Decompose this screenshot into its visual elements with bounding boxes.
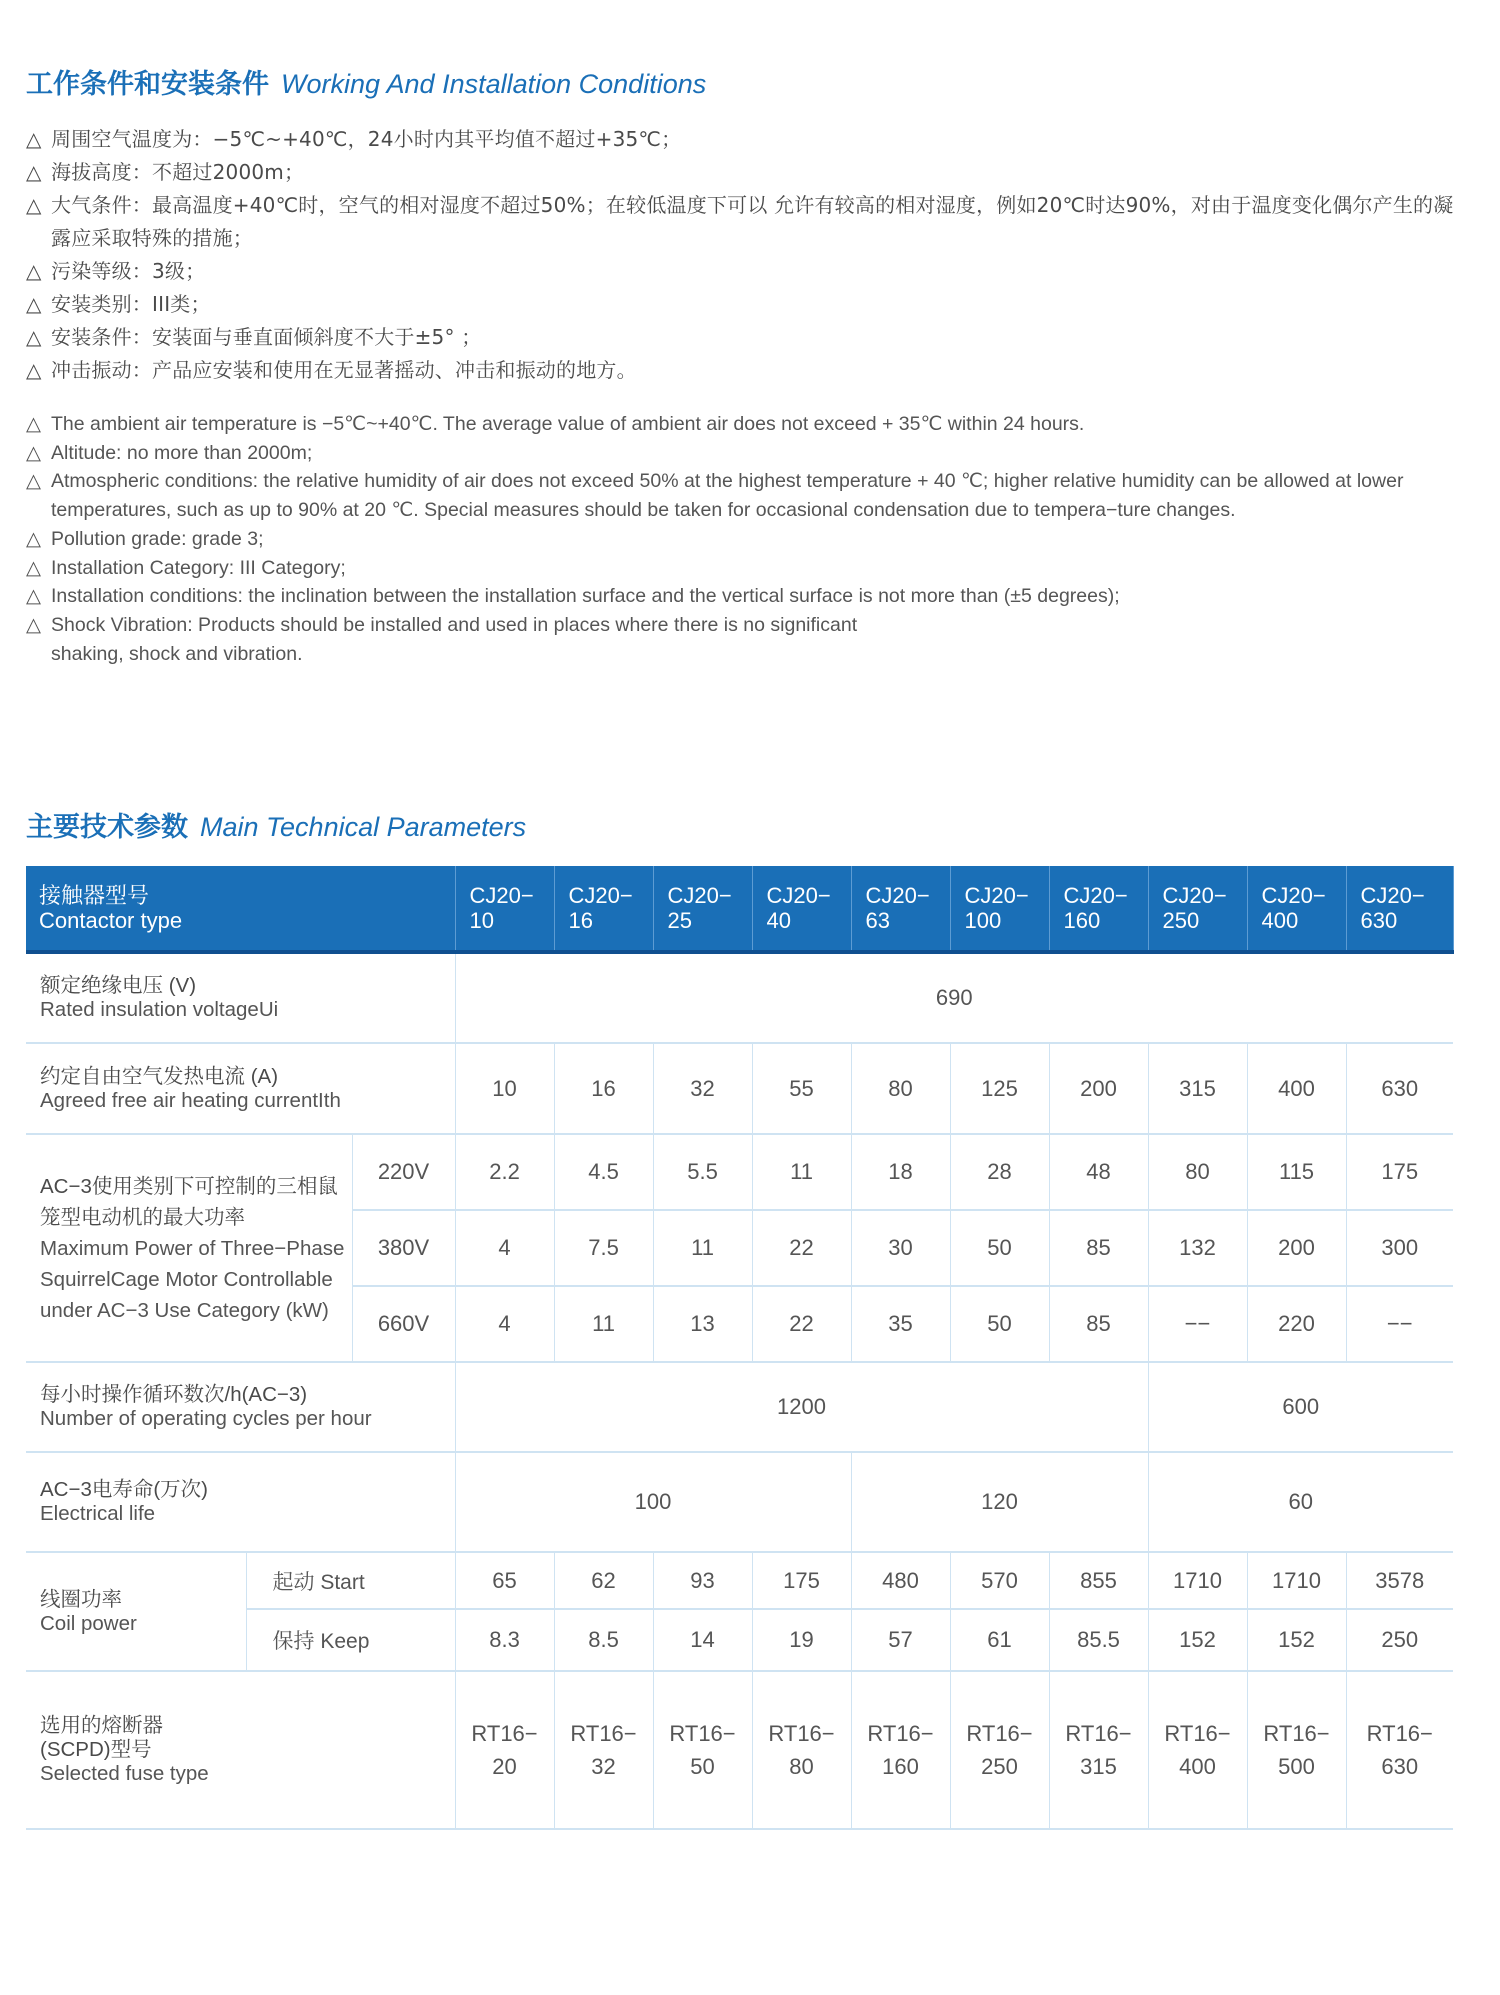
row-label: 线圈功率 Coil power [26,1552,246,1671]
condition-item-en: △ Pollution grade: grade 3; [26,525,1466,554]
table-cell: 125 [950,1043,1049,1134]
technical-parameters-title-en: Main Technical Parameters [200,812,527,842]
table-cell: 3578 [1346,1552,1453,1609]
header-model: CJ20− 40 [752,866,851,952]
triangle-icon: △ [26,527,41,550]
table-cell: 93 [653,1552,752,1609]
table-cell: 11 [554,1286,653,1362]
table-cell: 2.2 [455,1134,554,1210]
triangle-icon: △ [26,556,41,579]
condition-item-cn: △ 安装类别：III类； [26,288,1466,321]
condition-item-en: △ Atmospheric conditions: the relative humidity of air does not exceed 50% at the highest temperature + 40 ℃; higher relative humidity can be allowed at lower temperatures, such as up to 90% at 20 ℃. Special measures should be taken for occasional condensation due to tempera−ture changes. [26,467,1466,524]
condition-item-en: △ Installation conditions: the inclination between the installation surface and the vertical surface is not more than (±5 degrees); [26,582,1466,611]
table-cell: 85.5 [1049,1609,1148,1671]
table-cell: 5.5 [653,1134,752,1210]
table-cell: 60 [1148,1452,1453,1552]
table-cell: 50 [950,1286,1049,1362]
table-cell: 10 [455,1043,554,1134]
table-row-insulation [26,952,1453,1043]
table-cell: RT16− 20 [455,1671,554,1829]
table-cell: 100 [455,1452,851,1552]
table-row-electrical-life [26,1452,1453,1552]
table-cell: 315 [1148,1043,1247,1134]
table-row-fuse [26,1671,1453,1829]
triangle-icon: △ [26,193,42,217]
header-model: CJ20− 10 [455,866,554,952]
table-cell: 61 [950,1609,1049,1671]
table-cell: RT16− 160 [851,1671,950,1829]
table-cell: 300 [1346,1210,1453,1286]
header-model: CJ20− 100 [950,866,1049,952]
table-cell: 120 [851,1452,1148,1552]
triangle-icon: △ [26,358,42,382]
header-model: CJ20− 160 [1049,866,1148,952]
table-cell: 62 [554,1552,653,1609]
condition-item-en: △ The ambient air temperature is −5℃~+40℃. The average value of ambient air does not exceed + 35℃ within 24 hours. [26,410,1466,439]
header-model: CJ20− 400 [1247,866,1346,952]
condition-item-cn: △ 污染等级：3级； [26,255,1466,288]
table-cell: 8.5 [554,1609,653,1671]
table-cell: 14 [653,1609,752,1671]
row-label: AC−3使用类别下可控制的三相鼠笼型电动机的最大功率 Maximum Power of Three−Phase SquirrelCage Motor Controllable under AC−3 Use Category (kW) [26,1134,352,1362]
table-cell: 11 [653,1210,752,1286]
table-cell: 11 [752,1134,851,1210]
conditions-list-cn [26,123,1466,387]
table-row-motor-220v [26,1134,1453,1210]
condition-item-cn: △ 冲击振动：产品应安装和使用在无显著摇动、冲击和振动的地方。 [26,354,1466,387]
table-cell: 8.3 [455,1609,554,1671]
table-cell: 35 [851,1286,950,1362]
condition-item-en: △ Altitude: no more than 2000m; [26,439,1466,468]
table-cell: RT16− 400 [1148,1671,1247,1829]
table-cell: 855 [1049,1552,1148,1609]
triangle-icon: △ [26,160,42,184]
table-cell: 175 [752,1552,851,1609]
technical-parameters-title-cn: 主要技术参数 [26,812,188,843]
condition-item-cn: △ 大气条件：最高温度+40℃时，空气的相对湿度不超过50%；在较低温度下可以 允许有较高的相对湿度，例如20℃时达90%，对由于温度变化偶尔产生的凝露应采取特殊的措施； [26,189,1466,255]
triangle-icon: △ [26,259,42,283]
table-cell: −− [1346,1286,1453,1362]
voltage-cell: 660V [352,1286,455,1362]
table-cell: RT16− 250 [950,1671,1049,1829]
table-cell: 175 [1346,1134,1453,1210]
row-label: AC−3电寿命(万次) Electrical life [26,1452,455,1552]
table-cell: 480 [851,1552,950,1609]
triangle-icon: △ [26,325,42,349]
table-cell: 400 [1247,1043,1346,1134]
table-cell: 1710 [1148,1552,1247,1609]
parameters-table [26,866,1454,1830]
condition-item-cn: △ 周围空气温度为：−5℃~+40℃，24小时内其平均值不超过+35℃； [26,123,1466,156]
table-cell: 152 [1148,1609,1247,1671]
table-cell: 600 [1148,1362,1453,1452]
triangle-icon: △ [26,585,41,608]
triangle-icon: △ [26,127,42,151]
table-cell: 55 [752,1043,851,1134]
conditions-list-en [26,410,1466,668]
table-cell: 85 [1049,1210,1148,1286]
table-cell: 28 [950,1134,1049,1210]
table-cell: RT16− 315 [1049,1671,1148,1829]
row-label: 额定绝缘电压 (V) Rated insulation voltageUi [26,952,455,1043]
table-cell: RT16− 80 [752,1671,851,1829]
header-model: CJ20− 63 [851,866,950,952]
row-label: 每小时操作循环数次/h(AC−3) Number of operating cycles per hour [26,1362,455,1452]
table-cell: 19 [752,1609,851,1671]
header-contactor-type: 接触器型号 Contactor type [26,866,455,952]
table-row-heating-current [26,1043,1453,1134]
table-cell: 32 [653,1043,752,1134]
table-cell: 13 [653,1286,752,1362]
table-cell: −− [1148,1286,1247,1362]
triangle-icon: △ [26,613,41,636]
table-cell: 690 [455,952,1453,1043]
table-cell: 18 [851,1134,950,1210]
triangle-icon: △ [26,413,41,435]
condition-item-cn: △ 安装条件：安装面与垂直面倾斜度不大于±5° ； [26,321,1466,354]
table-row-coil-start [26,1552,1453,1609]
table-cell: 250 [1346,1609,1453,1671]
row-label: 约定自由空气发热电流 (A) Agreed free air heating currentIth [26,1043,455,1134]
table-cell: 152 [1247,1609,1346,1671]
header-model: CJ20− 630 [1346,866,1453,952]
condition-item-cn: △ 海拔高度：不超过2000m； [26,156,1466,189]
table-cell: 570 [950,1552,1049,1609]
table-cell: 4 [455,1286,554,1362]
table-cell: 48 [1049,1134,1148,1210]
table-cell: 200 [1049,1043,1148,1134]
table-cell: 4.5 [554,1134,653,1210]
table-cell: 85 [1049,1286,1148,1362]
condition-item-en: △ Installation Category: III Category; [26,554,1466,583]
table-cell: 22 [752,1210,851,1286]
table-cell: 4 [455,1210,554,1286]
table-cell: 132 [1148,1210,1247,1286]
table-cell: 220 [1247,1286,1346,1362]
table-cell: 200 [1247,1210,1346,1286]
voltage-cell: 220V [352,1134,455,1210]
table-cell: 16 [554,1043,653,1134]
triangle-icon: △ [26,470,41,493]
condition-item-en: △ Shock Vibration: Products should be installed and used in places where there is no significant shaking, shock and vibration. [26,611,871,668]
table-cell: 50 [950,1210,1049,1286]
table-cell: RT16− 630 [1346,1671,1453,1829]
table-cell: 1200 [455,1362,1148,1452]
sub-label-start: 起动 Start [246,1552,455,1609]
table-row-cycles [26,1362,1453,1452]
table-cell: 7.5 [554,1210,653,1286]
table-cell: 57 [851,1609,950,1671]
header-model: CJ20− 25 [653,866,752,952]
sub-label-keep: 保持 Keep [246,1609,455,1671]
table-cell: RT16− 32 [554,1671,653,1829]
table-header-row [26,866,1453,952]
header-model: CJ20− 16 [554,866,653,952]
table-cell: RT16− 500 [1247,1671,1346,1829]
table-cell: 30 [851,1210,950,1286]
row-label: 选用的熔断器 (SCPD)型号 Selected fuse type [26,1671,455,1829]
technical-parameters-title [26,810,526,845]
table-cell: 115 [1247,1134,1346,1210]
working-conditions-title-cn: 工作条件和安装条件 [26,69,269,100]
triangle-icon: △ [26,441,41,464]
working-conditions-title [26,67,706,102]
table-cell: 80 [1148,1134,1247,1210]
table-cell: 65 [455,1552,554,1609]
table-cell: 22 [752,1286,851,1362]
table-cell: 80 [851,1043,950,1134]
table-cell: 1710 [1247,1552,1346,1609]
table-cell: RT16− 50 [653,1671,752,1829]
working-conditions-title-en: Working And Installation Conditions [281,69,707,99]
table-cell: 630 [1346,1043,1453,1134]
voltage-cell: 380V [352,1210,455,1286]
triangle-icon: △ [26,292,42,316]
header-model: CJ20− 250 [1148,866,1247,952]
